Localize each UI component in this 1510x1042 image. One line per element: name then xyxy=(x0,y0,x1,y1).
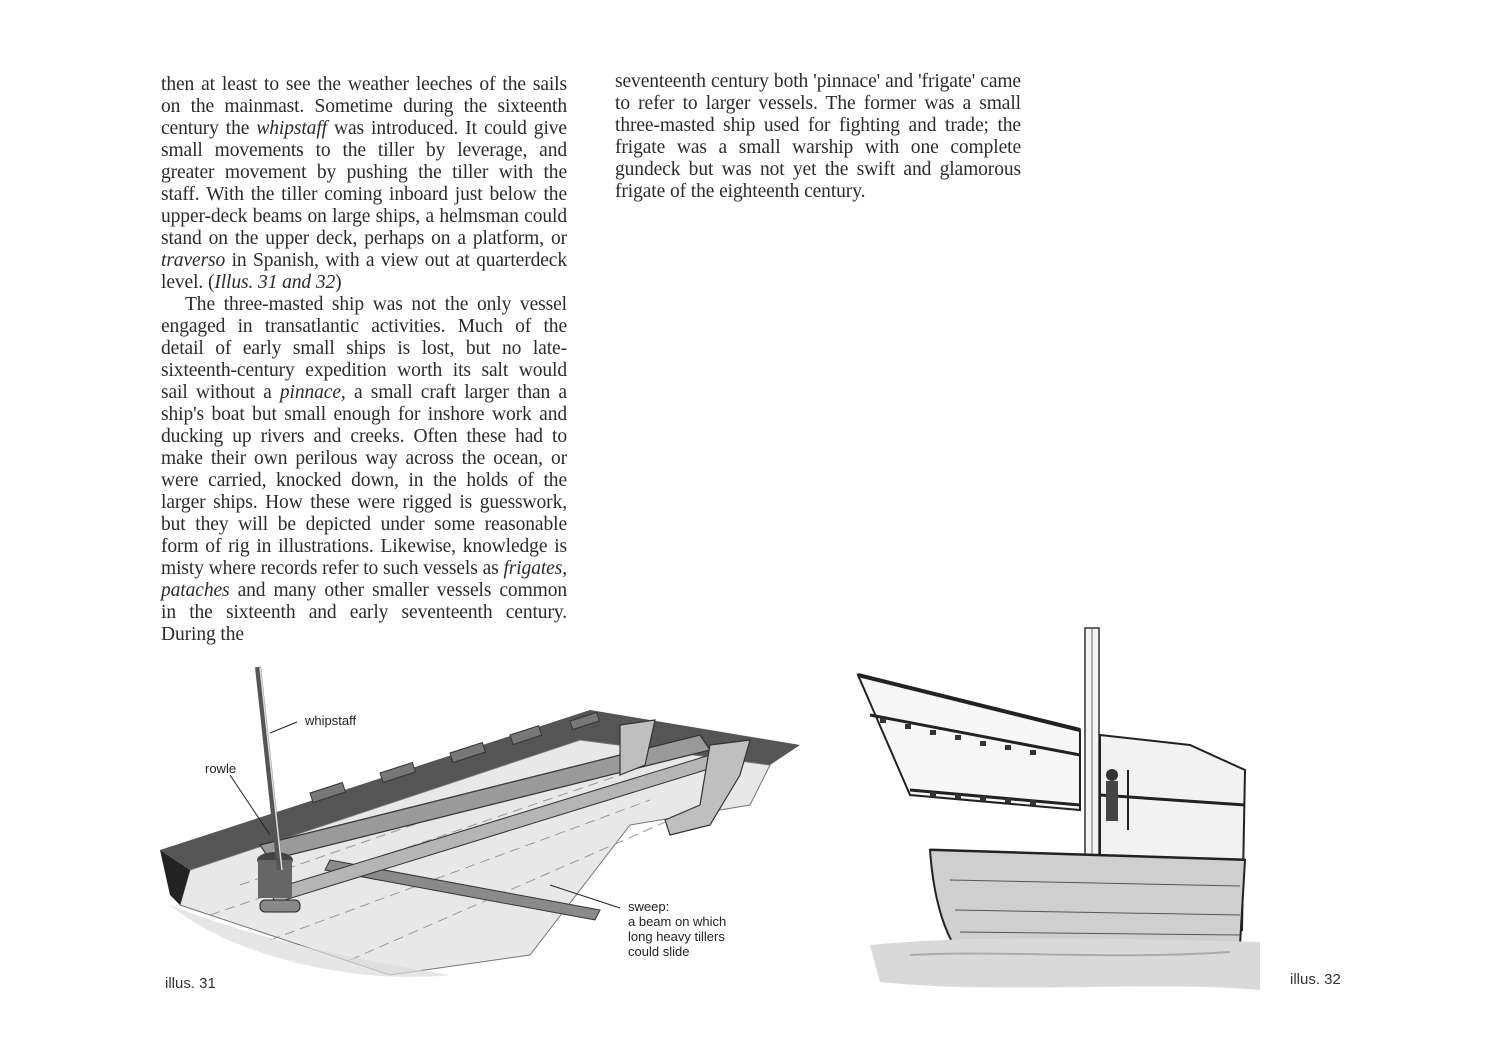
italic-term: pinnace xyxy=(279,382,341,403)
sweep-label-line-1: sweep: xyxy=(628,899,670,914)
right-paragraph-1 xyxy=(615,71,1021,203)
italic-term: Illus. 31 and 32 xyxy=(214,272,336,293)
illustration-32-ship-stern xyxy=(850,620,1270,1000)
text-run: was introduced. It could give small movements to the tiller by leverage, and greater movement by pushing the tiller with the staff. With the tiller coming inboard just below the upper-deck beams on large ships, a helmsman could stand on the upper deck, perhaps on a platform, or xyxy=(161,118,567,249)
sweep-label xyxy=(628,899,726,959)
right-text-column xyxy=(615,71,1021,203)
caption-illus-31: illus. 31 xyxy=(165,975,216,992)
left-paragraph-2 xyxy=(161,294,567,646)
text-run: then at least to see the weather leeches of the sails on the mainmast. Sometime during the sixteenth century the xyxy=(161,74,567,139)
whipstaff-leader-line xyxy=(270,722,297,733)
left-text-column xyxy=(161,74,567,646)
text-run: and many other smaller vessels common in the sixteenth and early seventeenth century. During the xyxy=(161,580,567,645)
text-run: ) xyxy=(335,272,342,293)
text-run: seventeenth century both 'pinnace' and 'frigate' came to refer to larger vessels. The former was a small three-masted ship used for fighting and trade; the frigate was a small warship with one complete gundeck but was not yet the swift and glamorous frigate of the eighteenth century. xyxy=(615,71,1021,202)
italic-term: whipstaff xyxy=(256,118,327,139)
stern-castle xyxy=(858,675,1080,810)
rowle-body xyxy=(258,860,292,898)
text-run: in Spanish, with a view out at quarterdeck level. ( xyxy=(161,250,567,293)
text-run: , a small craft larger than a ship's boat but small enough for inshore work and ducking up rivers and creeks. Often these had to make their own perilous way across the ocean, or were carried, knocked down, in the holds of the larger ships. How these were rigged is guesswork, but they will be depicted under some reasonable form of rig in illustrations. Likewise, knowledge is misty where records refer to such vessels as xyxy=(161,382,567,579)
italic-term: traverso xyxy=(161,250,226,271)
sweep-label-line-3: long heavy tillers xyxy=(628,929,725,944)
caption-illus-32: illus. 32 xyxy=(1290,971,1341,988)
text-run: The three-masted ship was not the only vessel engaged in transatlantic activities. Much of the detail of early small ships is lost, but no late-sixteenth-century expedition worth its salt would sail without a xyxy=(161,294,567,403)
whipstaff-label: whipstaff xyxy=(305,713,357,728)
italic-term: frigates, pataches xyxy=(161,558,567,601)
rowle-label: rowle xyxy=(205,761,237,776)
sweep-label-line-4: could slide xyxy=(628,944,690,959)
left-paragraph-1 xyxy=(161,74,567,294)
sweep-label-line-2: a beam on which xyxy=(628,914,727,929)
water xyxy=(870,938,1260,990)
